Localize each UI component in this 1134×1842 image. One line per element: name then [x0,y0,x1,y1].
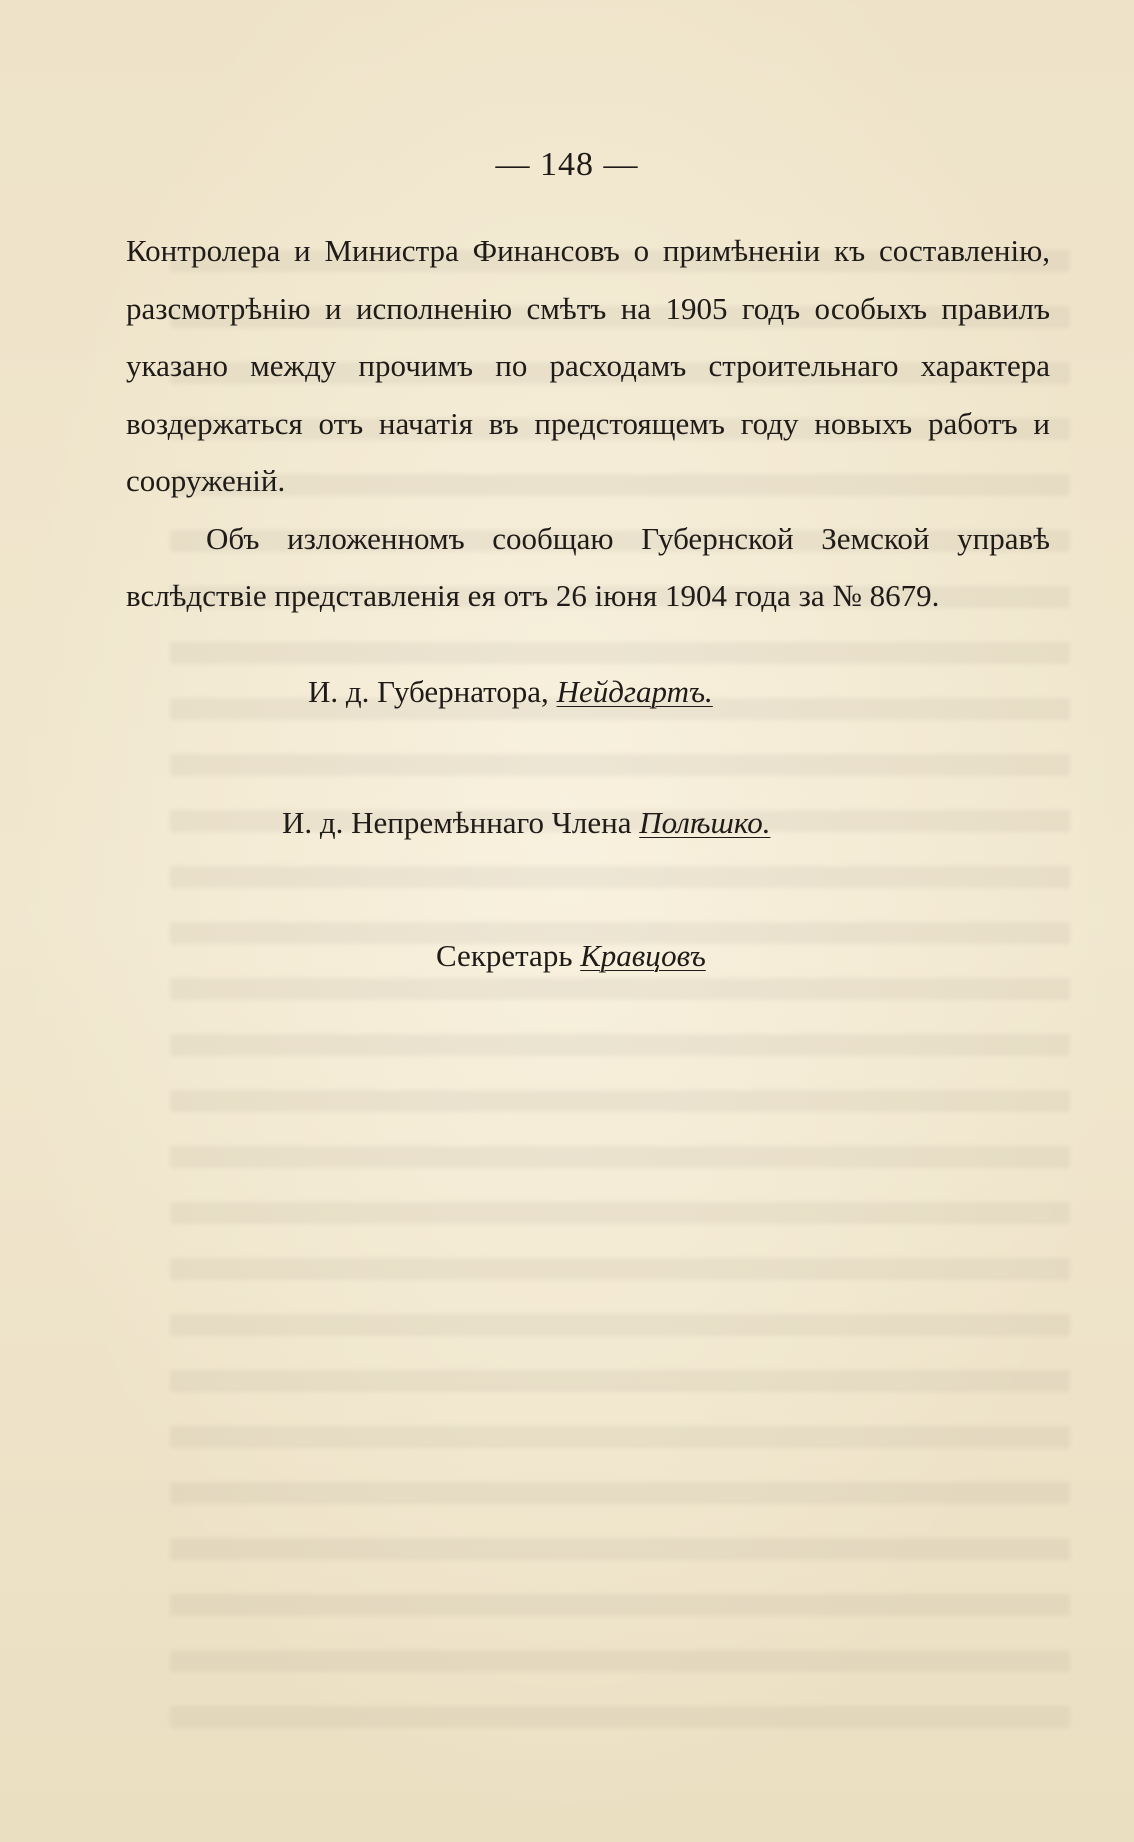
signature-governor [308,674,713,710]
signature-member [282,805,771,841]
signature-title: И. д. Непремѣннаго Члена [282,805,632,840]
signature-name: Полѣшко. [639,805,771,840]
signature-name: Нейдгартъ. [556,674,713,709]
paragraph-1: Контролера и Министра Финансовъ о примѣненіи къ составленію, разсмотрѣнію и исполненію смѣтъ на 1905 годъ особыхъ правилъ указано между прочимъ по расходамъ строительнаго характера воздержаться отъ начатія въ предстоящемъ году новыхъ работъ и сооруженій. [126,233,1050,498]
page-number: — 148 — [495,146,639,183]
signature-title: Секретарь [436,938,573,973]
signature-name: Кравцовъ [580,938,706,973]
signature-secretary [436,938,706,974]
signature-title: И. д. Губернатора, [308,674,549,709]
paragraph-2: Объ изложенномъ сообщаю Губернской Земской управѣ вслѣдствіе представленія ея отъ 26 іюня 1904 года за № 8679. [126,520,1050,613]
main-text [126,222,1050,625]
